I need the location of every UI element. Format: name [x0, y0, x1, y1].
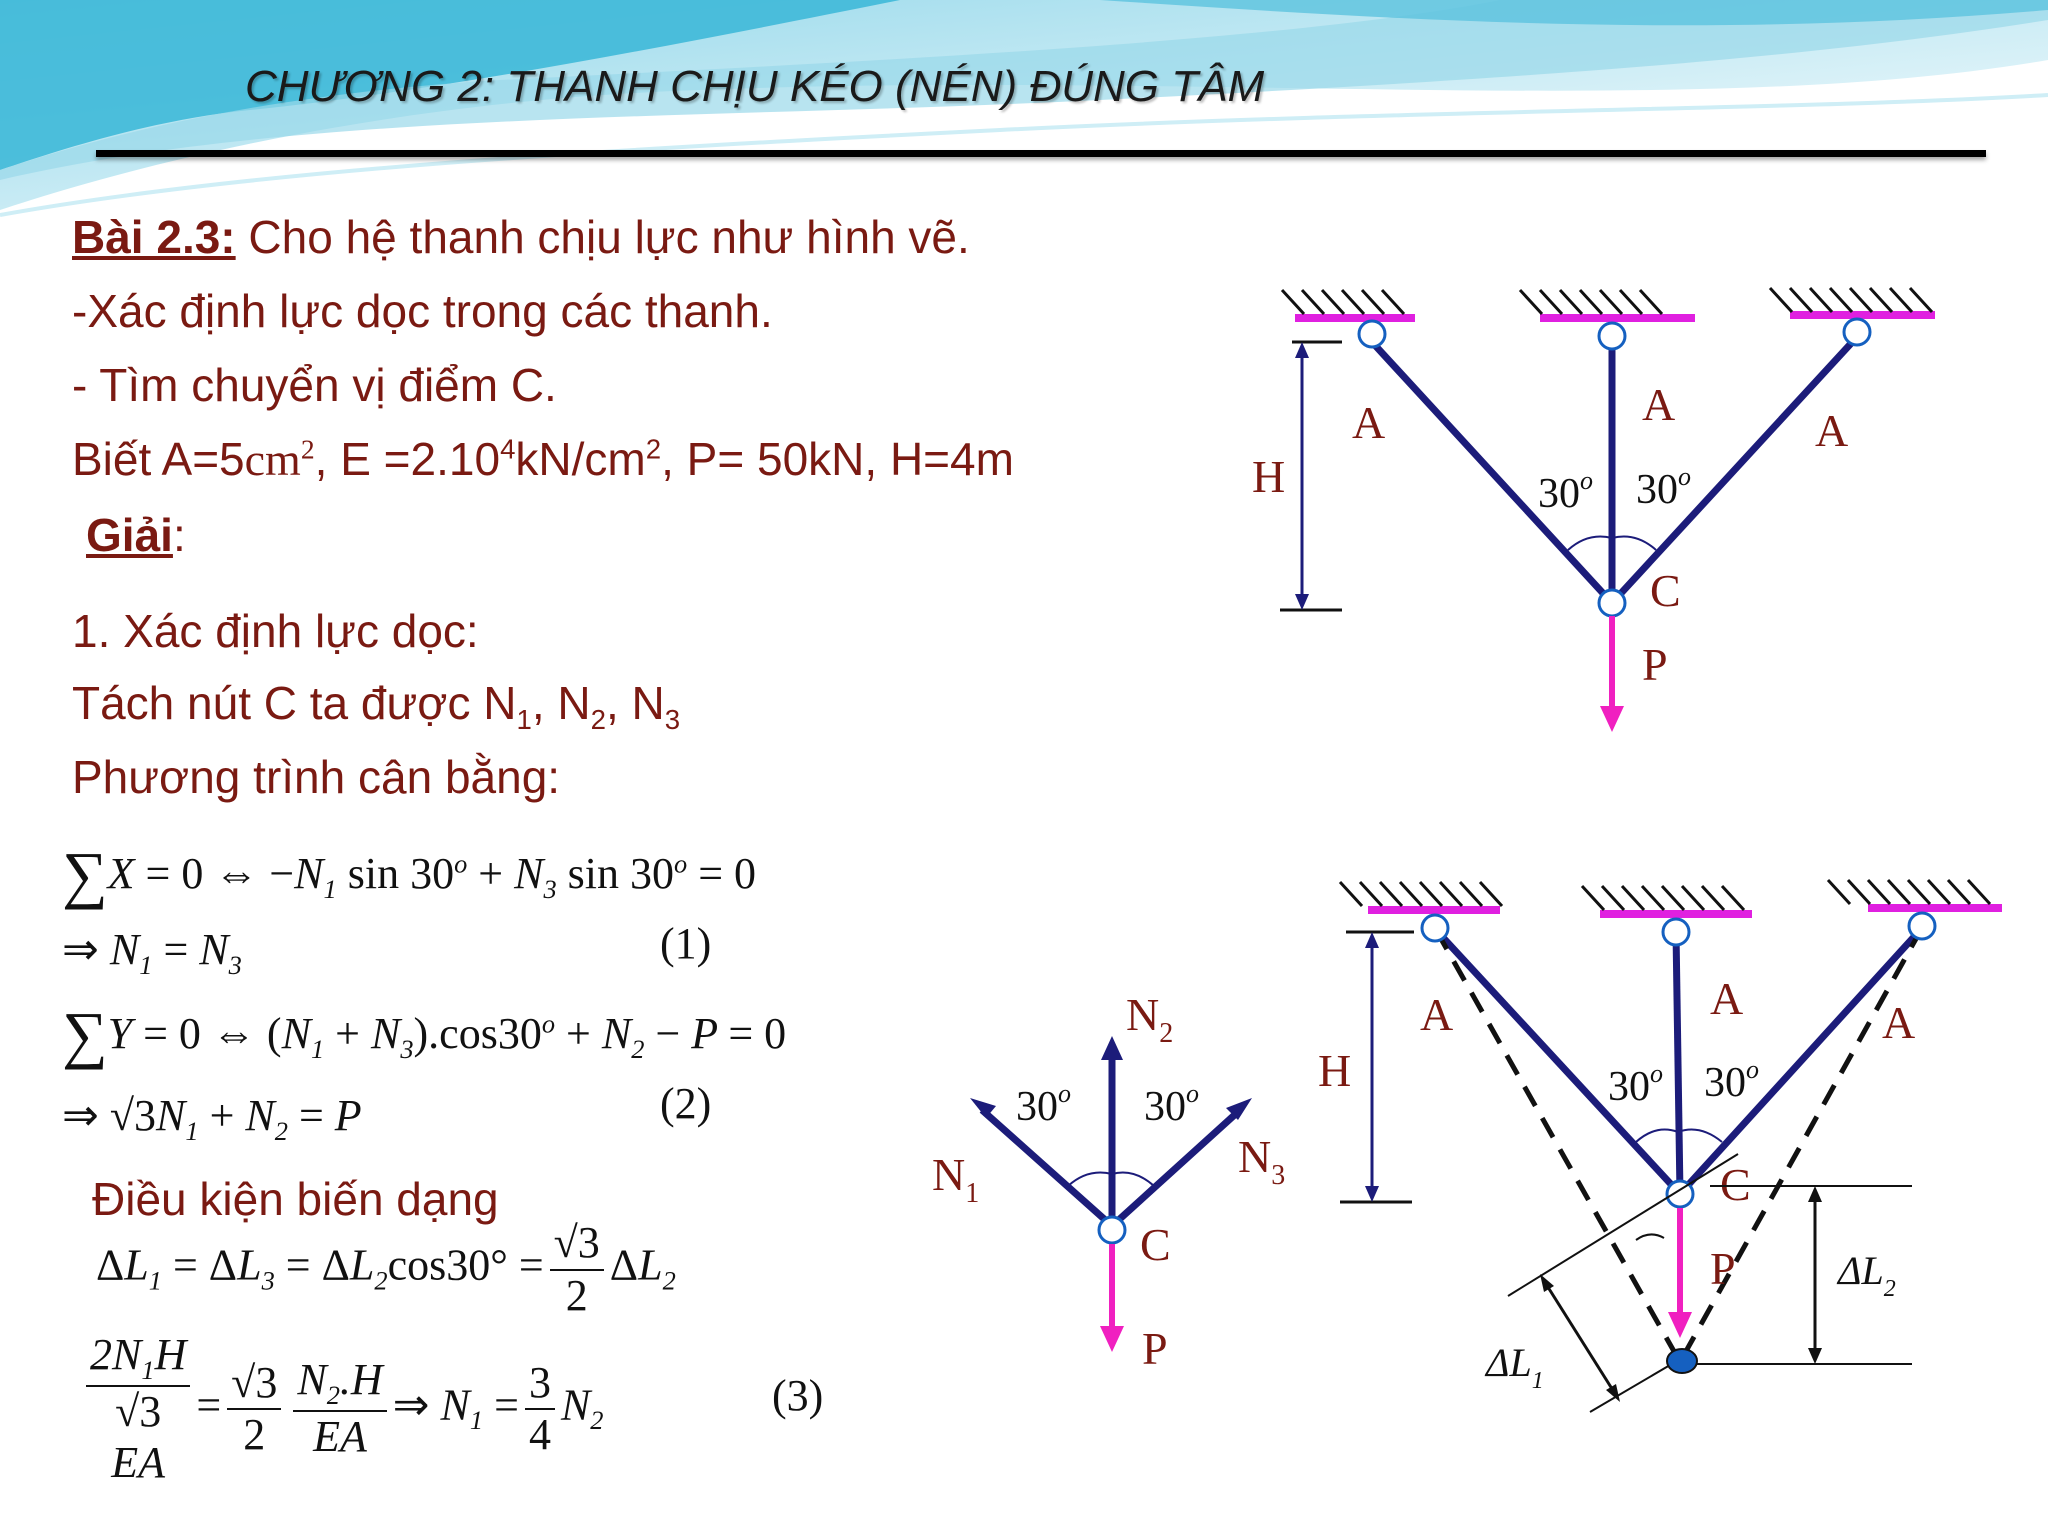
angle-arc-left: [1568, 537, 1612, 551]
hinge-left: [1359, 321, 1385, 347]
label-load-p: P: [1642, 639, 1668, 690]
displaced-node: [1667, 1349, 1697, 1373]
problem-heading: [72, 210, 970, 264]
fbd-angle-label-left: 30$^o$: [1016, 1079, 1071, 1130]
height-dimension: [1280, 342, 1342, 610]
delta-l2-dimension: [1808, 1186, 1822, 1364]
slide-title: CHƯƠNG 2: THANH CHỊU KÉO (NÉN) ĐÚNG TÂM: [245, 62, 1265, 111]
fbd-label-p: P: [1142, 1323, 1168, 1374]
title-divider: [96, 150, 1986, 157]
separate-prefix: Tách nút C ta được: [72, 677, 484, 729]
ceiling-support-left: [1282, 290, 1415, 318]
given-area-unit: cm: [244, 434, 301, 485]
solution-label: Giải: [86, 509, 173, 561]
deform-member-left: [1436, 930, 1680, 1194]
step-1: 1. Xác định lực dọc:: [72, 605, 479, 657]
given-prefix: Biết A=5: [72, 433, 245, 485]
angle-label-right: 30$^o$: [1636, 462, 1691, 513]
deform-label-area-left: A: [1420, 989, 1454, 1040]
equation-n1-n3: ⇒ $N_1 = N_3$: [62, 925, 242, 980]
label-delta-l1: $\Delta L_1$: [1486, 1340, 1544, 1394]
separate-node: Tách nút C ta được $N_1$, $N_2$, $N_3$: [72, 677, 681, 736]
equation-number-3: (3): [772, 1371, 824, 1420]
delta-l1-dimension: [1540, 1274, 1620, 1402]
equation-deformation: $\Delta L_1 = \Delta L_3 = \Delta L_2\cos 30^\circ$ = $\frac{√3}{2}$ $\Delta L_2$: [96, 1218, 676, 1320]
deform-angle-label-left: 30$^o$: [1608, 1059, 1663, 1110]
fbd-load-arrowhead: [1100, 1326, 1124, 1352]
fbd-label-n2: $N_2$: [1126, 990, 1174, 1049]
label-area-left: A: [1352, 397, 1386, 448]
equation-sum-x: ∑X = 0 ⇔ $-N_1$ $\sin 30^o + N_3$ $\sin 30^o = 0$: [62, 839, 757, 910]
equilibrium-heading: Phương trình cân bằng:: [72, 751, 561, 803]
figure-deformation: [1300, 860, 2020, 1420]
deform-label-area-middle: A: [1710, 973, 1744, 1024]
hinge-middle: [1599, 323, 1625, 349]
equation-sqrt3: ⇒ $√3N_1 + N_2 = P$: [62, 1091, 362, 1146]
label-area-right: A: [1815, 405, 1849, 456]
given-e-unit-exp: 2: [645, 433, 662, 465]
given-data: [72, 432, 1014, 486]
label-area-middle: A: [1642, 379, 1676, 430]
fbd-label-n3: $N_3$: [1238, 1131, 1286, 1191]
given-e-exp: 4: [500, 433, 516, 465]
deform-label-height: H: [1318, 1045, 1352, 1096]
fbd-node-c: [1099, 1217, 1125, 1243]
fbd-angle-label-right: 30$^o$: [1144, 1079, 1199, 1130]
label-delta-l2: $\Delta L_2$: [1838, 1248, 1896, 1302]
force-n2-arrowhead: [1101, 1036, 1123, 1060]
label-height: H: [1252, 451, 1286, 502]
deform-load-arrowhead: [1668, 1312, 1692, 1338]
deform-member-middle: [1676, 932, 1680, 1194]
deform-perp-line-top: [1508, 1154, 1738, 1296]
load-arrowhead: [1600, 706, 1624, 732]
deform-hinge-right: [1909, 913, 1935, 939]
angle-arc-right: [1612, 537, 1656, 551]
given-rest: , P= 50kN, H=4m: [661, 433, 1014, 485]
ceiling-support-middle: [1520, 290, 1695, 318]
angle-label-left: 30$^o$: [1538, 466, 1593, 517]
given-area-exp: 2: [300, 433, 315, 465]
problem-label: Bài 2.3:: [72, 211, 236, 263]
given-sep: , E =2.10: [314, 433, 501, 485]
figure-free-body: [920, 990, 1320, 1390]
deform-angle-label-right: 30$^o$: [1704, 1055, 1759, 1106]
ceiling-support-right: [1770, 288, 1935, 315]
solution-heading: [86, 508, 186, 562]
fbd-angle-arc-right: [1112, 1173, 1154, 1187]
deform-ceiling-middle: [1582, 886, 1752, 914]
equation-compatibility: $2N_1H$ √3 EA = $\frac{√3}{2}$ $\frac{N_2.H}{EA}$ ⇒ $N_1$ = $\frac{3}{4}$ $N_2$: [80, 1330, 604, 1488]
deform-hinge-left: [1422, 915, 1448, 941]
deformation-heading: Điều kiện biến dạng: [92, 1173, 499, 1225]
problem-intro: Cho hệ thanh chịu lực như hình vẽ.: [235, 211, 970, 263]
deform-label-c: C: [1720, 1159, 1751, 1210]
solution-colon: :: [172, 509, 186, 561]
hinge-right: [1844, 319, 1870, 345]
task-2: - Tìm chuyển vị điểm C.: [72, 359, 557, 411]
deform-ceiling-right: [1828, 880, 2002, 908]
task-1: -Xác định lực dọc trong các thanh.: [72, 285, 773, 337]
deform-angle-arc-left: [1636, 1130, 1678, 1142]
given-e-unit: kN/cm: [515, 433, 646, 485]
fbd-angle-arc-left: [1068, 1173, 1112, 1187]
equation-number-2: (2): [660, 1079, 712, 1128]
deform-label-p: P: [1710, 1243, 1736, 1294]
node-c: [1599, 590, 1625, 616]
deform-angle-arc-right: [1678, 1130, 1722, 1142]
deform-ceiling-left: [1340, 882, 1502, 910]
figure-truss-system: [1240, 270, 1960, 740]
deform-dashed-left: [1436, 930, 1680, 1362]
equation-sum-y: ∑Y = 0 ⇔ $(N_1 + N_3).\cos 30^o + N_2 - P = 0$: [62, 999, 787, 1070]
deform-label-area-right: A: [1882, 997, 1916, 1048]
label-node-c: C: [1650, 565, 1681, 616]
deform-hinge-middle: [1663, 919, 1689, 945]
fbd-label-n1: $N_1$: [932, 1149, 980, 1209]
fbd-label-c: C: [1140, 1219, 1171, 1270]
deform-small-arc: [1636, 1234, 1664, 1240]
equation-number-1: (1): [660, 919, 712, 968]
